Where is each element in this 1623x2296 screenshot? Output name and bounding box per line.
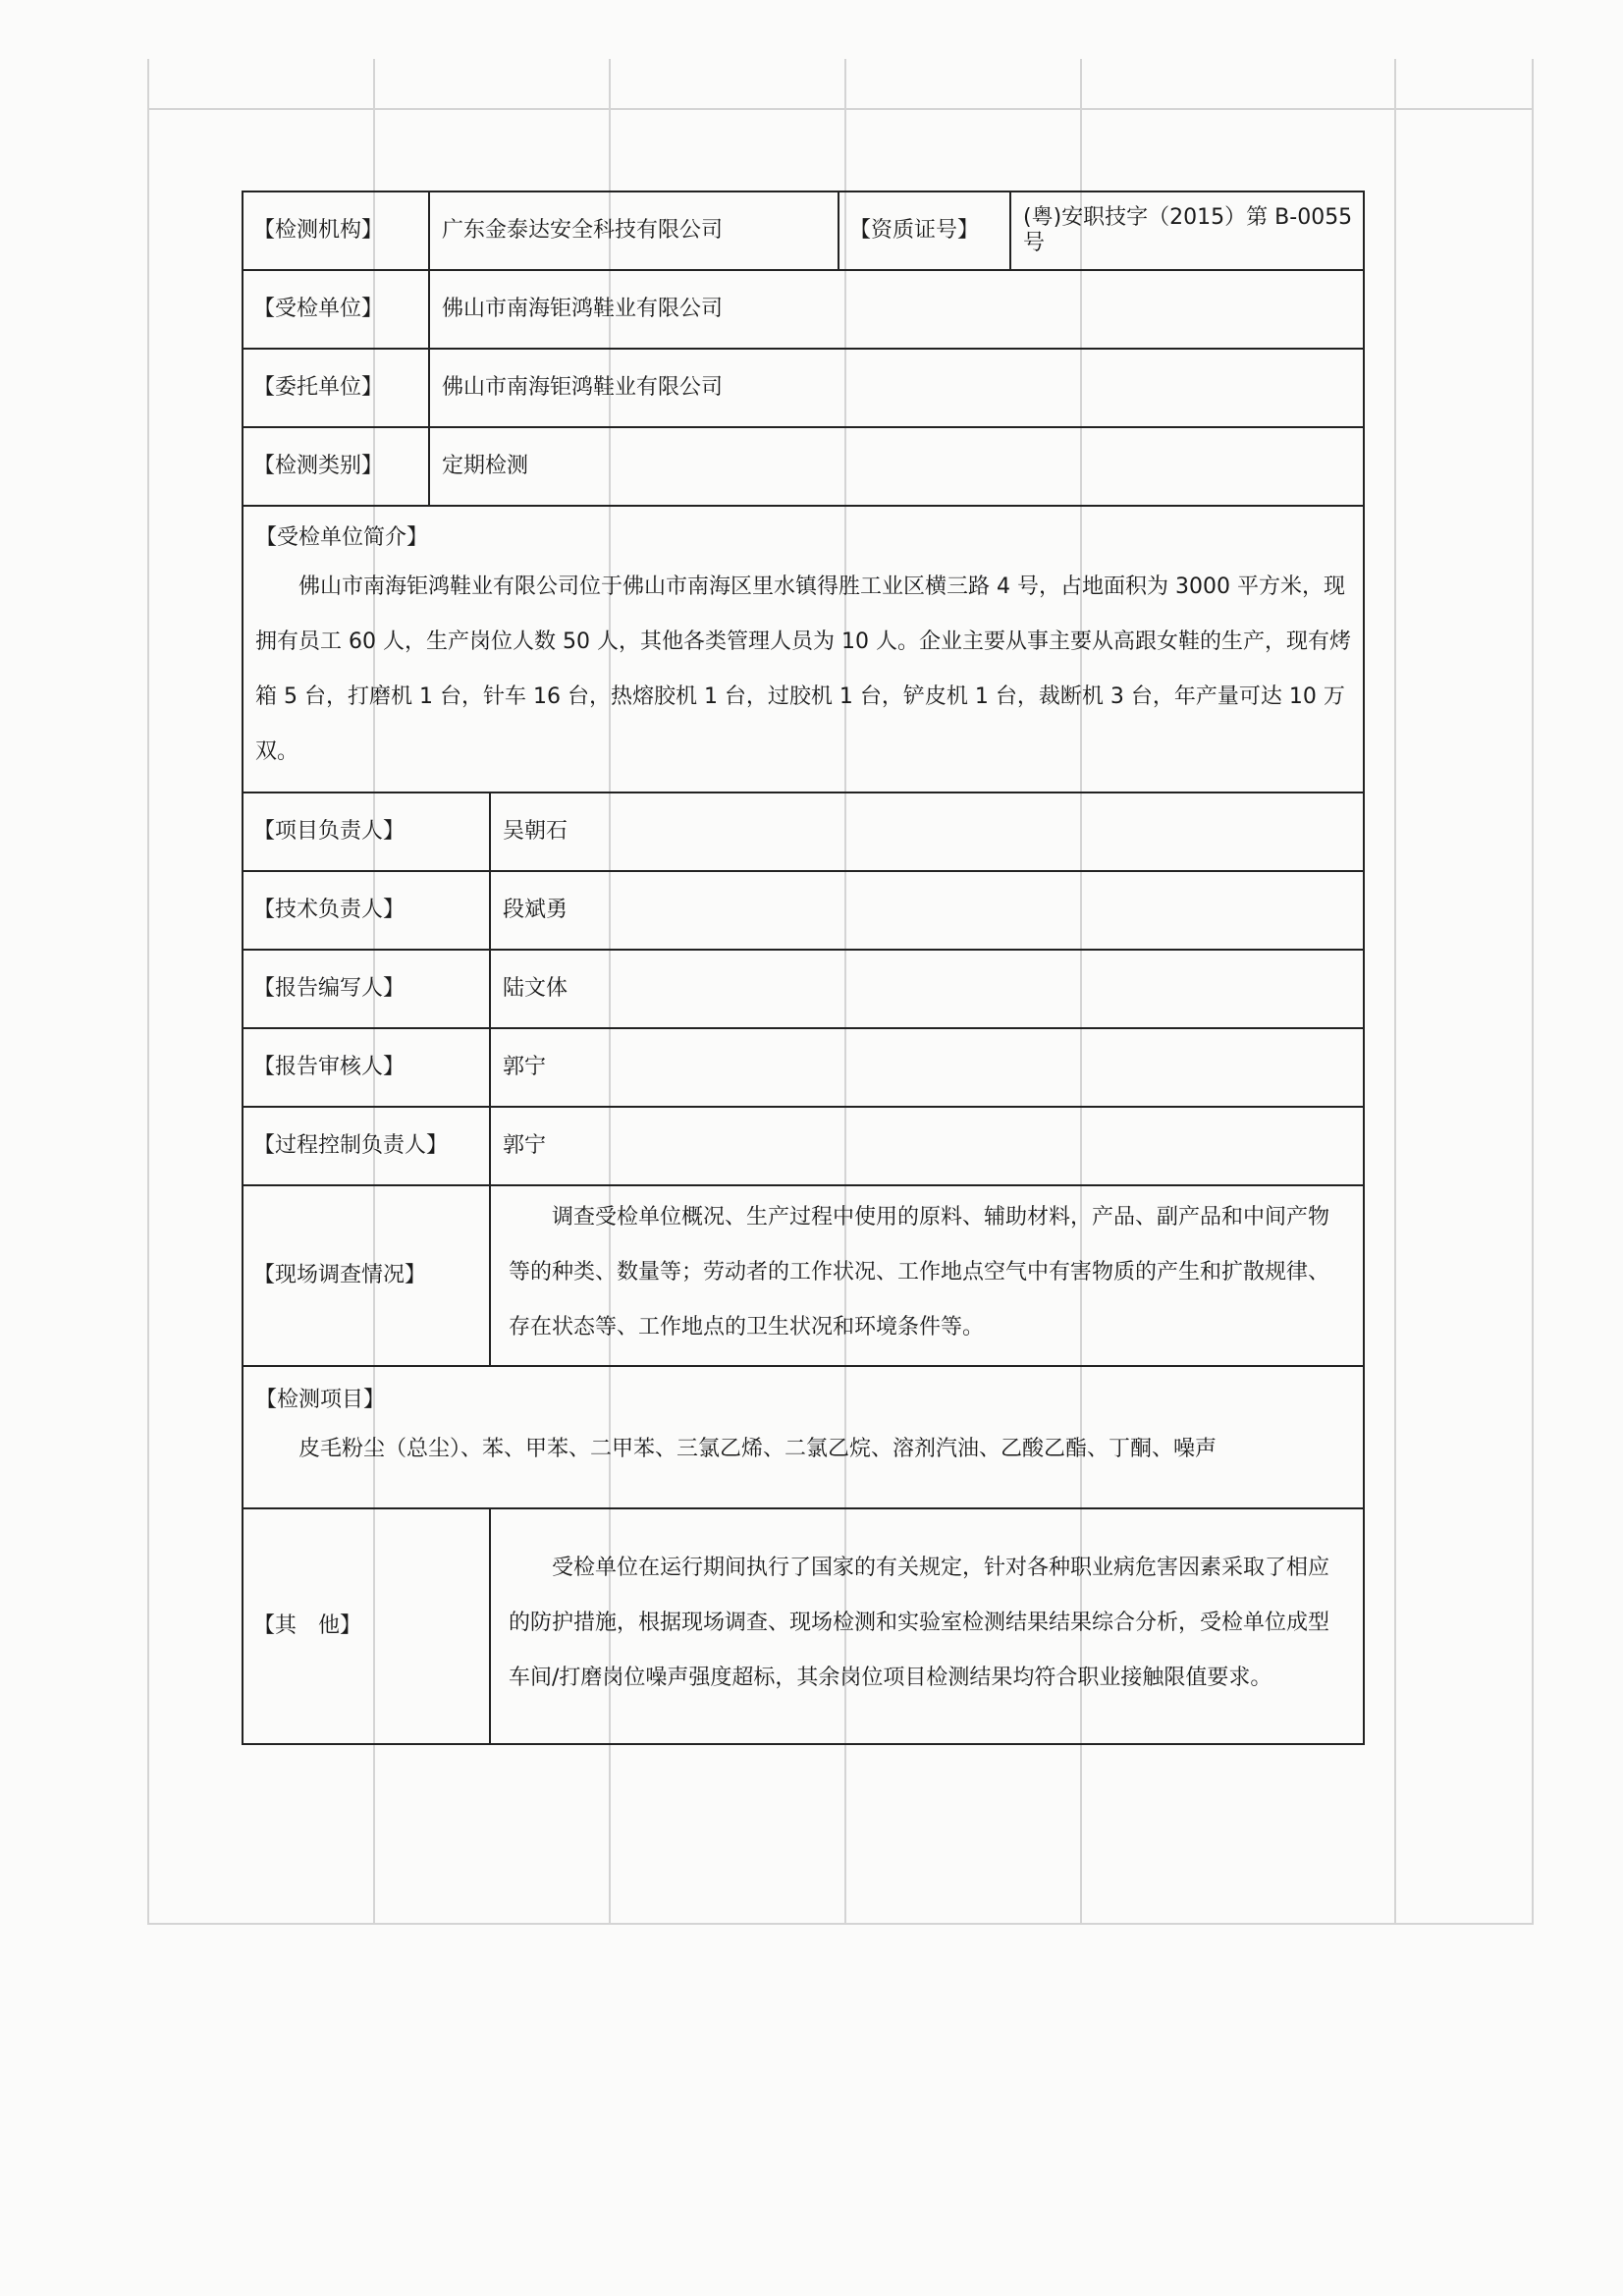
bleed-through-line (147, 108, 1534, 110)
inspection-type-value: 定期检测 (429, 427, 1364, 506)
row-inspection-type (243, 427, 1364, 506)
process-controller-label: 【过程控制负责人】 (243, 1107, 490, 1185)
process-controller-value: 郭宁 (490, 1107, 1364, 1185)
report-reviewer-label: 【报告审核人】 (243, 1028, 490, 1107)
unit-intro-cell (243, 506, 1364, 793)
inspection-report-table (242, 191, 1365, 1745)
site-survey-label: 【现场调查情况】 (243, 1185, 490, 1366)
inspected-unit-value: 佛山市南海钜鸿鞋业有限公司 (429, 270, 1364, 349)
other-text: 受检单位在运行期间执行了国家的有关规定，针对各种职业病危害因素采取了相应的防护措施，根据现场调查、现场检测和实验室检测结果结果综合分析，受检单位成型车间/打磨岗位噪声强度超标，其余岗位项目检测结果均符合职业接触限值要求。 (509, 1556, 1330, 1690)
inspection-org-value: 广东金泰达安全科技有限公司 (429, 191, 839, 270)
row-site-survey (243, 1185, 1364, 1366)
site-survey-cell (490, 1185, 1364, 1366)
qualification-no-label: 【资质证号】 (839, 191, 1010, 270)
inspection-org-label: 【检测机构】 (243, 191, 429, 270)
client-unit-value: 佛山市南海钜鸿鞋业有限公司 (429, 349, 1364, 427)
project-leader-label: 【项目负责人】 (243, 793, 490, 871)
inspected-unit-label: 【受检单位】 (243, 270, 429, 349)
other-label: 【其 他】 (243, 1508, 490, 1744)
report-reviewer-value: 郭宁 (490, 1028, 1364, 1107)
site-survey-text: 调查受检单位概况、生产过程中使用的原料、辅助材料，产品、副产品和中间产物等的种类、数量等；劳动者的工作状况、工作地点空气中有害物质的产生和扩散规律、存在状态等、工作地点的卫生状况和环境条件等。 (509, 1205, 1330, 1339)
report-writer-value: 陆文体 (490, 950, 1364, 1028)
report-writer-label: 【报告编写人】 (243, 950, 490, 1028)
other-cell (490, 1508, 1364, 1744)
row-tech-leader (243, 871, 1364, 950)
client-unit-label: 【委托单位】 (243, 349, 429, 427)
row-test-items (243, 1366, 1364, 1508)
test-items-text: 皮毛粉尘（总尘）、苯、甲苯、二甲苯、三氯乙烯、二氯乙烷、溶剂汽油、乙酸乙酯、丁酮、噪声 (298, 1437, 1217, 1461)
bleed-through-line (1394, 59, 1396, 1925)
row-client-unit (243, 349, 1364, 427)
unit-intro-text: 佛山市南海钜鸿鞋业有限公司位于佛山市南海区里水镇得胜工业区横三路 4 号，占地面积为 3000 平方米，现拥有员工 60 人，生产岗位人数 50 人，其他各类管理人员为 10 人。企业主要从事主要从高跟女鞋的生产，现有烤箱 5 台，打磨机 1 台，针车 16 台，热熔胶机 1 台，过胶机 1 台，铲皮机 1 台，裁断机 3 台，年产量可达 10 万双。 (255, 574, 1351, 764)
test-items-heading: 【检测项目】 (255, 1388, 386, 1412)
project-leader-value: 吴朝石 (490, 793, 1364, 871)
row-inspection-org (243, 191, 1364, 270)
row-process-controller (243, 1107, 1364, 1185)
qualification-no-value: (粤)安职技字（2015）第 B-0055 号 (1010, 191, 1364, 270)
row-project-leader (243, 793, 1364, 871)
row-inspected-unit (243, 270, 1364, 349)
unit-intro-heading: 【受检单位简介】 (255, 525, 429, 550)
tech-leader-value: 段斌勇 (490, 871, 1364, 950)
bleed-through-line (147, 59, 149, 1925)
tech-leader-label: 【技术负责人】 (243, 871, 490, 950)
row-other (243, 1508, 1364, 1744)
row-report-writer (243, 950, 1364, 1028)
row-unit-intro (243, 506, 1364, 793)
test-items-cell (243, 1366, 1364, 1508)
bleed-through-line (147, 1923, 1534, 1925)
bleed-through-line (1532, 59, 1534, 1925)
row-report-reviewer (243, 1028, 1364, 1107)
inspection-type-label: 【检测类别】 (243, 427, 429, 506)
